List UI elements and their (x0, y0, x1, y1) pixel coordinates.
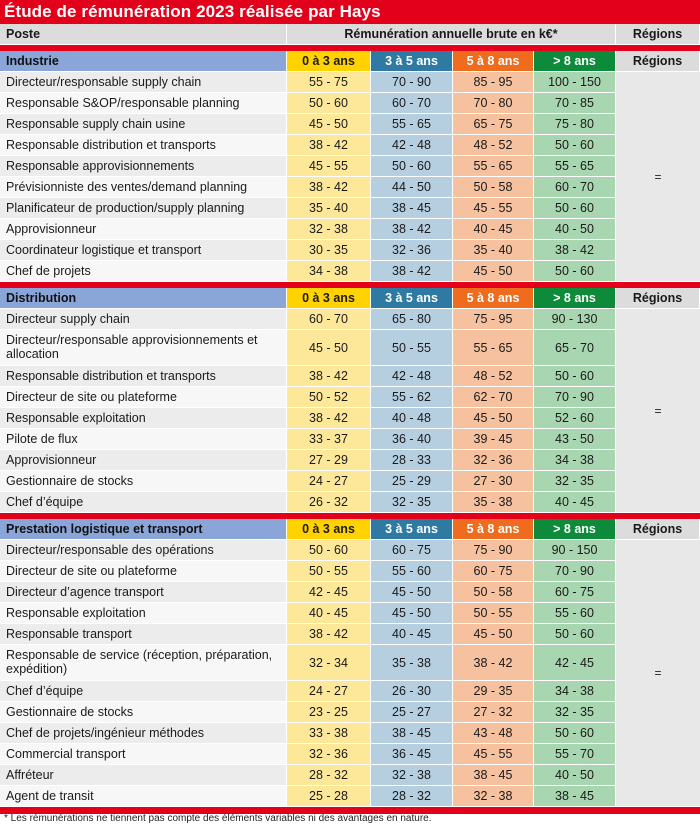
salary-range: 38 - 42 (534, 240, 616, 261)
salary-range: 36 - 45 (371, 744, 453, 765)
salary-range: 50 - 60 (371, 156, 453, 177)
regions-header: Régions (616, 519, 700, 540)
salary-range: 24 - 27 (287, 471, 371, 492)
salary-range: 25 - 27 (371, 702, 453, 723)
salary-range: 55 - 60 (534, 603, 616, 624)
poste-label: Chef de projets/ingénieur méthodes (0, 723, 287, 744)
experience-header: 3 à 5 ans (371, 288, 453, 309)
salary-range: 75 - 90 (453, 540, 534, 561)
salary-range: 50 - 55 (371, 330, 453, 366)
poste-label: Directeur/responsable des opérations (0, 540, 287, 561)
salary-range: 55 - 65 (371, 114, 453, 135)
salary-range: 33 - 37 (287, 429, 371, 450)
poste-label: Responsable distribution et transports (0, 366, 287, 387)
salary-range: 35 - 40 (287, 198, 371, 219)
salary-range: 70 - 80 (453, 93, 534, 114)
poste-label: Directeur supply chain (0, 309, 287, 330)
salary-range: 48 - 52 (453, 135, 534, 156)
experience-header: 5 à 8 ans (453, 288, 534, 309)
poste-label: Responsable transport (0, 624, 287, 645)
salary-range: 32 - 38 (453, 786, 534, 807)
table-header (0, 24, 700, 45)
salary-range: 38 - 42 (287, 624, 371, 645)
poste-label: Approvisionneur (0, 450, 287, 471)
salary-range: 50 - 60 (534, 135, 616, 156)
salary-range: 27 - 29 (287, 450, 371, 471)
salary-range: 50 - 52 (287, 387, 371, 408)
salary-range: 65 - 80 (371, 309, 453, 330)
salary-range: 50 - 60 (534, 198, 616, 219)
salary-range: 27 - 32 (453, 702, 534, 723)
salary-range: 38 - 42 (287, 366, 371, 387)
salary-range: 36 - 40 (371, 429, 453, 450)
salary-range: 34 - 38 (287, 261, 371, 282)
regions-value: = (616, 540, 700, 807)
experience-header: > 8 ans (534, 51, 616, 72)
salary-range: 50 - 60 (534, 261, 616, 282)
section-title: Industrie (0, 51, 287, 72)
poste-label: Responsable supply chain usine (0, 114, 287, 135)
salary-range: 62 - 70 (453, 387, 534, 408)
salary-range: 42 - 48 (371, 135, 453, 156)
salary-range: 50 - 60 (534, 723, 616, 744)
salary-range: 38 - 42 (287, 177, 371, 198)
poste-label: Directeur d’agence transport (0, 582, 287, 603)
salary-range: 32 - 35 (371, 492, 453, 513)
salary-range: 45 - 50 (371, 603, 453, 624)
salary-range: 50 - 58 (453, 177, 534, 198)
salary-range: 55 - 60 (371, 561, 453, 582)
poste-label: Pilote de flux (0, 429, 287, 450)
poste-label: Chef de projets (0, 261, 287, 282)
salary-range: 85 - 95 (453, 72, 534, 93)
salary-range: 40 - 45 (371, 624, 453, 645)
salary-range: 90 - 150 (534, 540, 616, 561)
poste-label: Gestionnaire de stocks (0, 702, 287, 723)
salary-range: 42 - 45 (287, 582, 371, 603)
salary-range: 38 - 42 (287, 135, 371, 156)
salary-range: 32 - 36 (287, 744, 371, 765)
poste-label: Coordinateur logistique et transport (0, 240, 287, 261)
salary-range: 24 - 27 (287, 681, 371, 702)
salary-range: 75 - 80 (534, 114, 616, 135)
salary-range: 32 - 35 (534, 702, 616, 723)
poste-label: Directeur/responsable approvisionnements et allocation (0, 330, 287, 366)
salary-range: 45 - 50 (453, 624, 534, 645)
poste-label: Chef d’équipe (0, 492, 287, 513)
section-title: Prestation logistique et transport (0, 519, 287, 540)
salary-range: 43 - 48 (453, 723, 534, 744)
experience-header: 0 à 3 ans (287, 519, 371, 540)
poste-label: Responsable approvisionnements (0, 156, 287, 177)
salary-range: 55 - 65 (534, 156, 616, 177)
header-remuneration: Rémunération annuelle brute en k€* (287, 24, 616, 45)
poste-label: Directeur/responsable supply chain (0, 72, 287, 93)
experience-header: 0 à 3 ans (287, 51, 371, 72)
salary-range: 25 - 29 (371, 471, 453, 492)
salary-range: 48 - 52 (453, 366, 534, 387)
poste-label: Responsable S&OP/responsable planning (0, 93, 287, 114)
salary-range: 50 - 60 (287, 93, 371, 114)
poste-label: Directeur de site ou plateforme (0, 387, 287, 408)
salary-range: 45 - 50 (287, 330, 371, 366)
experience-header: 3 à 5 ans (371, 519, 453, 540)
salary-range: 28 - 32 (371, 786, 453, 807)
salary-range: 55 - 65 (453, 156, 534, 177)
salary-range: 100 - 150 (534, 72, 616, 93)
poste-label: Directeur de site ou plateforme (0, 561, 287, 582)
salary-range: 42 - 48 (371, 366, 453, 387)
salary-range: 38 - 42 (371, 261, 453, 282)
footnote: * Les rémunérations ne tiennent pas compte des éléments variables ni des avantages en nature. (4, 813, 432, 824)
salary-range: 40 - 48 (371, 408, 453, 429)
section-2 (0, 519, 700, 807)
regions-value: = (616, 309, 700, 513)
salary-range: 44 - 50 (371, 177, 453, 198)
salary-range: 60 - 70 (534, 177, 616, 198)
salary-range: 50 - 55 (287, 561, 371, 582)
salary-range: 35 - 40 (453, 240, 534, 261)
salary-range: 60 - 75 (371, 540, 453, 561)
salary-range: 34 - 38 (534, 681, 616, 702)
section-1 (0, 288, 700, 513)
regions-header: Régions (616, 288, 700, 309)
poste-label: Planificateur de production/supply planning (0, 198, 287, 219)
experience-header: > 8 ans (534, 288, 616, 309)
header-regions: Régions (616, 24, 700, 45)
experience-header: 0 à 3 ans (287, 288, 371, 309)
salary-range: 40 - 50 (534, 219, 616, 240)
salary-range: 40 - 45 (534, 492, 616, 513)
salary-range: 50 - 60 (534, 624, 616, 645)
sections-container (0, 45, 700, 814)
salary-range: 26 - 32 (287, 492, 371, 513)
salary-range: 45 - 50 (371, 582, 453, 603)
regions-value: = (616, 72, 700, 282)
salary-range: 43 - 50 (534, 429, 616, 450)
salary-range: 40 - 50 (534, 765, 616, 786)
salary-range: 32 - 36 (371, 240, 453, 261)
salary-range: 30 - 35 (287, 240, 371, 261)
salary-range: 55 - 70 (534, 744, 616, 765)
salary-range: 40 - 45 (287, 603, 371, 624)
salary-range: 40 - 45 (453, 219, 534, 240)
salary-range: 38 - 42 (453, 645, 534, 681)
salary-range: 60 - 70 (287, 309, 371, 330)
poste-label: Agent de transit (0, 786, 287, 807)
salary-range: 60 - 70 (371, 93, 453, 114)
salary-range: 45 - 55 (453, 744, 534, 765)
salary-range: 38 - 42 (371, 219, 453, 240)
salary-range: 55 - 65 (453, 330, 534, 366)
salary-range: 70 - 85 (534, 93, 616, 114)
salary-range: 45 - 50 (453, 408, 534, 429)
salary-range: 29 - 35 (453, 681, 534, 702)
experience-header: 5 à 8 ans (453, 519, 534, 540)
salary-range: 70 - 90 (371, 72, 453, 93)
salary-range: 60 - 75 (534, 582, 616, 603)
salary-range: 42 - 45 (534, 645, 616, 681)
page-title: Étude de rémunération 2023 réalisée par Hays (0, 0, 700, 24)
salary-range: 32 - 36 (453, 450, 534, 471)
salary-range: 55 - 62 (371, 387, 453, 408)
salary-range: 50 - 58 (453, 582, 534, 603)
salary-range: 38 - 45 (534, 786, 616, 807)
salary-range: 28 - 33 (371, 450, 453, 471)
salary-range: 55 - 75 (287, 72, 371, 93)
salary-range: 38 - 45 (371, 198, 453, 219)
salary-range: 45 - 55 (453, 198, 534, 219)
poste-label: Chef d’équipe (0, 681, 287, 702)
poste-label: Approvisionneur (0, 219, 287, 240)
salary-range: 65 - 70 (534, 330, 616, 366)
salary-range: 32 - 34 (287, 645, 371, 681)
salary-range: 32 - 38 (371, 765, 453, 786)
salary-range: 50 - 60 (287, 540, 371, 561)
salary-range: 27 - 30 (453, 471, 534, 492)
regions-header: Régions (616, 51, 700, 72)
salary-range: 75 - 95 (453, 309, 534, 330)
salary-range: 35 - 38 (371, 645, 453, 681)
salary-range: 39 - 45 (453, 429, 534, 450)
salary-range: 26 - 30 (371, 681, 453, 702)
salary-range: 45 - 50 (287, 114, 371, 135)
poste-label: Affréteur (0, 765, 287, 786)
section-0 (0, 51, 700, 282)
salary-range: 70 - 90 (534, 561, 616, 582)
experience-header: 3 à 5 ans (371, 51, 453, 72)
salary-range: 35 - 38 (453, 492, 534, 513)
poste-label: Responsable distribution et transports (0, 135, 287, 156)
salary-range: 32 - 38 (287, 219, 371, 240)
salary-range: 45 - 55 (287, 156, 371, 177)
poste-label: Responsable exploitation (0, 603, 287, 624)
poste-label: Prévisionniste des ventes/demand planning (0, 177, 287, 198)
salary-table (0, 24, 700, 814)
salary-range: 90 - 130 (534, 309, 616, 330)
header-poste: Poste (0, 24, 287, 45)
salary-range: 38 - 45 (371, 723, 453, 744)
poste-label: Commercial transport (0, 744, 287, 765)
poste-label: Responsable exploitation (0, 408, 287, 429)
salary-range: 70 - 90 (534, 387, 616, 408)
section-title: Distribution (0, 288, 287, 309)
poste-label: Responsable de service (réception, préparation, expédition) (0, 645, 287, 681)
salary-range: 25 - 28 (287, 786, 371, 807)
experience-header: > 8 ans (534, 519, 616, 540)
salary-range: 38 - 42 (287, 408, 371, 429)
salary-range: 23 - 25 (287, 702, 371, 723)
salary-range: 28 - 32 (287, 765, 371, 786)
salary-range: 65 - 75 (453, 114, 534, 135)
salary-range: 50 - 55 (453, 603, 534, 624)
salary-range: 38 - 45 (453, 765, 534, 786)
salary-range: 60 - 75 (453, 561, 534, 582)
poste-label: Gestionnaire de stocks (0, 471, 287, 492)
salary-range: 33 - 38 (287, 723, 371, 744)
salary-range: 52 - 60 (534, 408, 616, 429)
salary-range: 45 - 50 (453, 261, 534, 282)
salary-range: 34 - 38 (534, 450, 616, 471)
experience-header: 5 à 8 ans (453, 51, 534, 72)
salary-range: 32 - 35 (534, 471, 616, 492)
salary-range: 50 - 60 (534, 366, 616, 387)
